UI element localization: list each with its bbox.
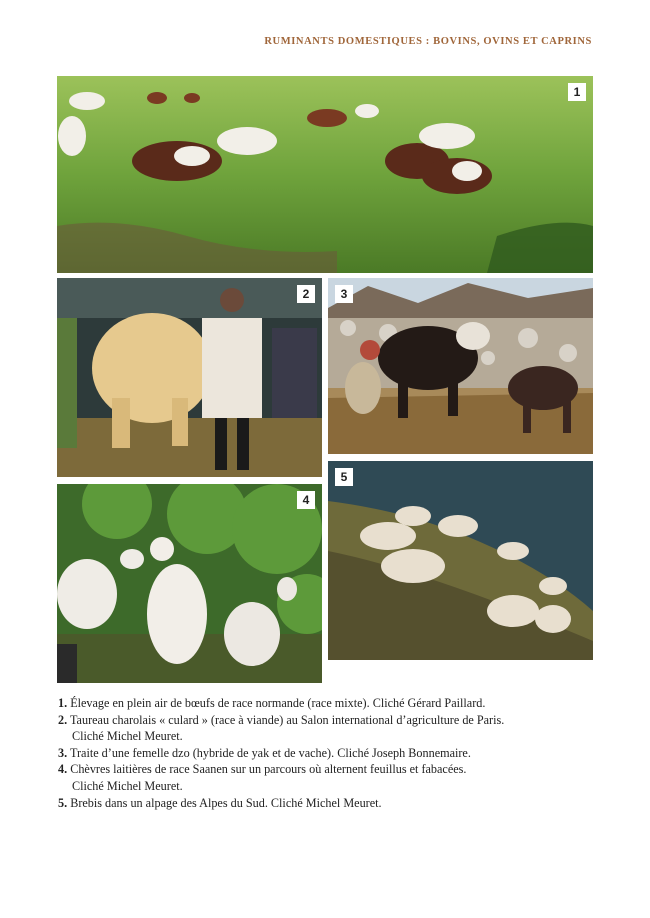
photo-2 — [57, 278, 322, 477]
charolais-bull-image — [57, 278, 322, 477]
dzo-milking-image — [328, 278, 593, 454]
caption-credit: Cliché Michel Meuret. — [72, 729, 183, 744]
caption-text: Élevage en plein air de bœufs de race normande (race mixte). Cliché Gérard Paillard. — [70, 696, 486, 710]
caption-text: Traite d’une femelle dzo (hybride de yak et de vache). Cliché Joseph Bonnemaire. — [69, 745, 471, 760]
photo-number-5: 5 — [335, 468, 353, 486]
caption-number: 3. — [58, 745, 68, 760]
saanen-goats-image — [57, 484, 322, 683]
caption-credit: Cliché Michel Meuret. — [72, 778, 183, 793]
photo-3 — [328, 278, 593, 454]
photo-number-2: 2 — [297, 285, 315, 303]
caption-number: 2. — [58, 712, 68, 727]
caption-5 — [58, 795, 598, 812]
sheep-pasture-image — [328, 461, 593, 660]
photo-4 — [57, 484, 322, 683]
caption-text: Chèvres laitières de race Saanen sur un parcours où alternent feuillus et fabacées. — [70, 762, 467, 777]
caption-3 — [58, 745, 598, 762]
caption-number: 1. — [58, 696, 68, 710]
caption-4 — [58, 761, 598, 794]
caption-number: 4. — [58, 762, 68, 777]
photo-number-4: 4 — [297, 491, 315, 509]
caption-number: 5. — [58, 795, 68, 810]
caption-2 — [58, 712, 598, 745]
caption-text: Taureau charolais « culard » (race à viande) au Salon international d’agriculture de Paris. — [69, 712, 505, 727]
photo-5 — [328, 461, 593, 660]
caption-text: Brebis dans un alpage des Alpes du Sud. Cliché Michel Meuret. — [70, 795, 382, 810]
page-header: RUMINANTS DOMESTIQUES : BOVINS, OVINS ET CAPRINS — [264, 36, 592, 47]
caption-1 — [58, 695, 598, 712]
photo-1 — [57, 76, 593, 273]
photo-number-1: 1 — [568, 83, 586, 101]
cattle-pasture-image — [57, 76, 593, 273]
photo-number-3: 3 — [335, 285, 353, 303]
captions — [58, 695, 598, 811]
